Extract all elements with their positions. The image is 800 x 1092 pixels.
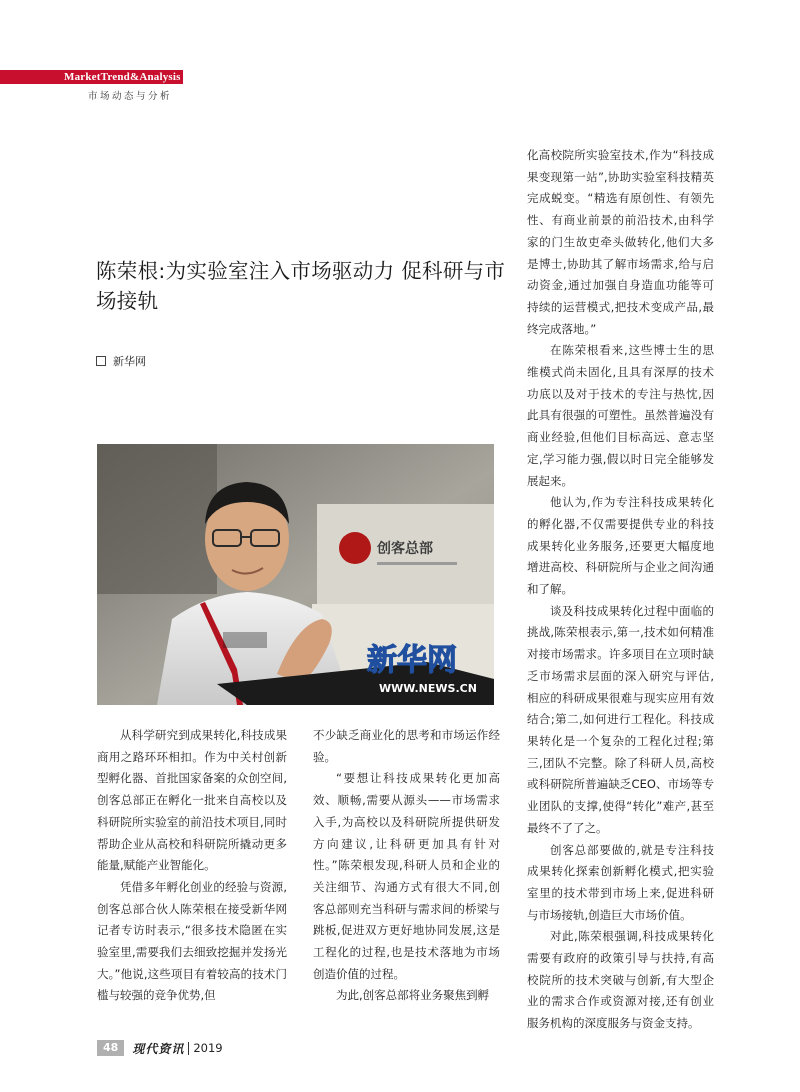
sign-text: 创客总部 — [377, 541, 433, 557]
paragraph: 凭借多年孵化创业的经验与资源,创客总部合伙人陈荣根在接受新华网记者专访时表示,“很多技术隐匿在实验室里,需要我们去细致挖掘并发扬光大。”他说,这些项目有着较高的技术门槛与较强的竞争优势,但 — [97, 879, 287, 1003]
header-section-en: MarketTrend&Analysis — [64, 71, 181, 83]
paragraph: 他认为,作为专注科技成果转化的孵化器,不仅需要提供专业的科技成果转化业务服务,还要更大幅度地增进高校、科研院所与企业之间沟通和了解。 — [527, 495, 714, 597]
byline-source: 新华网 — [113, 355, 146, 368]
paragraph: 谈及科技成果转化过程中面临的挑战,陈荣根表示,第一,技术如何精准对接市场需求。许多项目在立项时缺乏市场需求层面的深入研究与评估,相应的科研成果很难与现实应用有效结合;第二,如何进行工程化。科技成果转化是一个复杂的工程化过程;第三,团队不完整。除了科研人员,高校或科研院所普遍缺乏CEO、市场等专业团队的支撑,使得“转化”难产,甚至最终不了了之。 — [527, 603, 714, 835]
header-section-zh: 市场动态与分析 — [88, 91, 173, 102]
square-icon — [96, 356, 106, 366]
article-photo — [97, 444, 494, 705]
watermark-url: WWW.NEWS.CN — [379, 682, 477, 695]
page-number: 48 — [97, 1040, 124, 1056]
paragraph: 对此,陈荣根强调,科技成果转化需要有政府的政策引导与扶持,有高校院所的技术突破与创新,有大型企业的需求合作或资源对接,还有创业服务机构的深度服务与资金支持。 — [527, 929, 714, 1031]
sign-logo — [339, 532, 371, 564]
paragraph: 在陈荣根看来,这些博士生的思维模式尚未固化,且具有深厚的技术功底以及对于技术的专注与热忱,因此具有很强的可塑性。虽然普遍没有商业经验,但他们目标高远、意志坚定,学习能力强,假以时日完全能够发展起来。 — [527, 343, 714, 488]
article-title: 陈荣根:为实验室注入市场驱动力 促科研与市场接轨 — [96, 259, 506, 313]
paragraph: 不少缺乏商业化的思考和市场运作经验。 — [313, 728, 500, 764]
paragraph: 化高校院所实验室技术,作为“科技成果变现第一站”,协助实验室科技精英完成蜕变。“精选有原创性、有领先性、有商业前景的前沿技术,由科学家的门生故吏牵头做转化,他们大多是博士,协助其了解市场需求,给与启动资金,通过加强自身造血功能等可持续的运营模式,把技术变成产品,最终完成落地。” — [527, 148, 714, 336]
column-right — [527, 145, 714, 1035]
issue-year: 2019 — [193, 1041, 223, 1055]
watermark-zh: 新华网 — [367, 643, 457, 678]
paragraph: “要想让科技成果转化更加高效、顺畅,需要从源头——市场需求入手,为高校以及科研院所提供研发方向建议,让科研更加具有针对性。”陈荣根发现,科研人员和企业的关注细节、沟通方式有很大不同,创客总部则充当科研与需求间的桥梁与跳板,促进双方更好地协同发展,这是工程化的过程,也是技术落地为市场创造价值的过程。 — [313, 771, 500, 981]
byline — [96, 353, 146, 369]
page-footer — [97, 1040, 223, 1056]
footer-divider — [188, 1042, 189, 1055]
paragraph: 从科学研究到成果转化,科技成果商用之路环环相扣。作为中关村创新型孵化器、首批国家备案的众创空间,创客总部正在孵化一批来自高校以及科研院所实验室的前沿技术项目,同时帮助企业从高校和科研院所撬动更多能量,赋能产业智能化。 — [97, 728, 287, 873]
paragraph: 为此,创客总部将业务聚焦到孵 — [336, 988, 490, 1003]
paragraph: 创客总部要做的,就是专注科技成果转化探索创新孵化模式,把实验室里的技术带到市场上来,促进科研与市场接轨,创造巨大市场价值。 — [527, 842, 714, 922]
column-middle — [313, 725, 500, 1007]
column-left — [97, 725, 287, 1007]
magazine-name: 现代资讯 — [132, 1041, 185, 1056]
